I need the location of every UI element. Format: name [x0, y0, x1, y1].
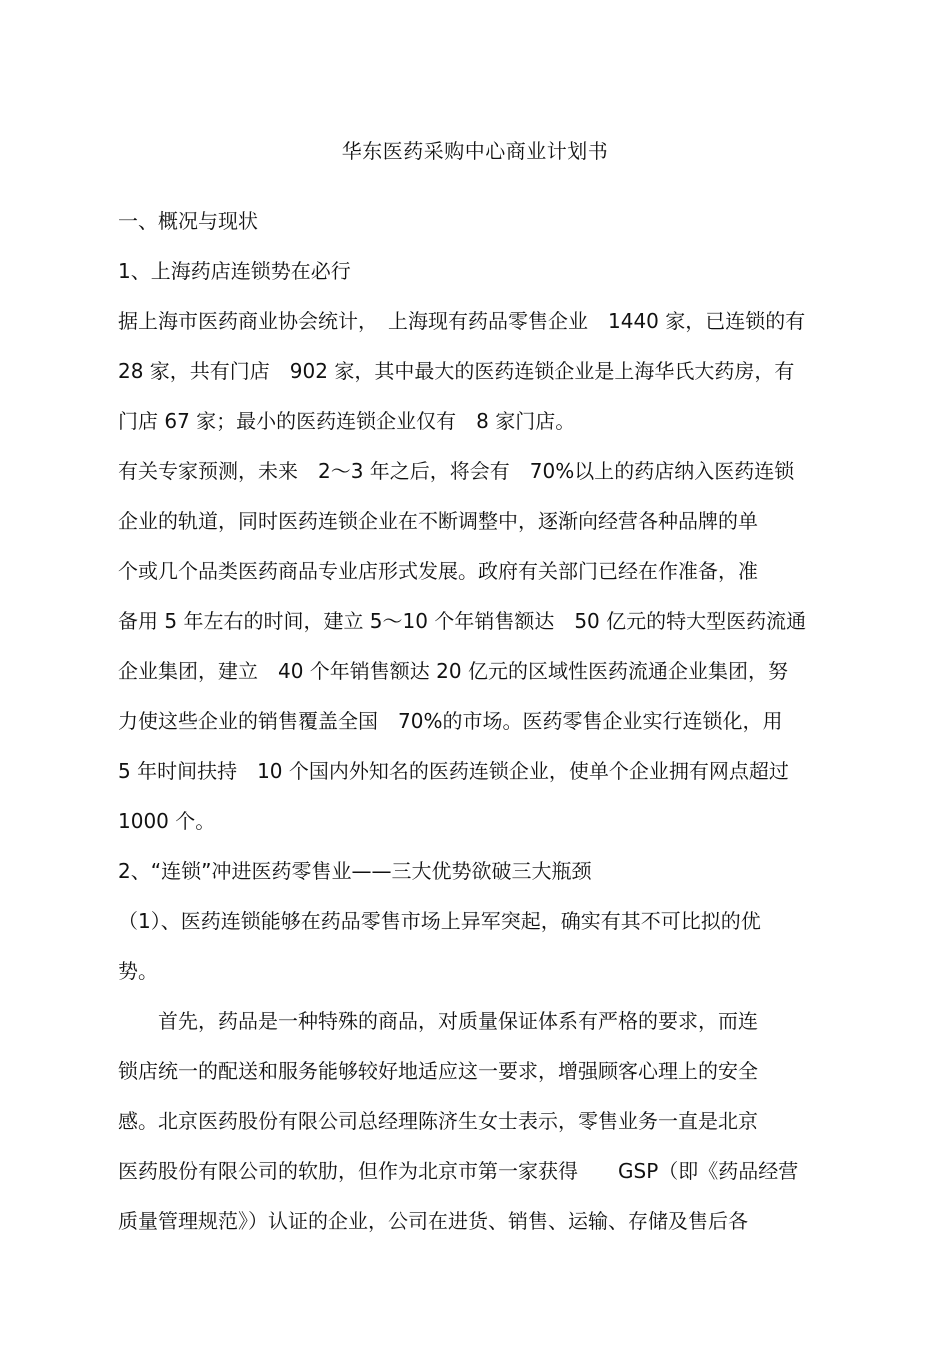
paragraph-line: 首先，药品是一种特殊的商品，对质量保证体系有严格的要求，而连	[118, 1009, 758, 1033]
paragraph-line: 质量管理规范》）认证的企业，公司在进货、销售、运输、存储及售后各	[118, 1209, 748, 1233]
paragraph-line: 5 年时间扶持 10 个国内外知名的医药连锁企业，使单个企业拥有网点超过	[118, 759, 789, 783]
section-heading-overview: 一、概况与现状	[118, 209, 258, 233]
paragraph-line: 企业集团，建立 40 个年销售额达 20 亿元的区域性医药流通企业集团，努	[118, 659, 788, 683]
paragraph-line: 感。北京医药股份有限公司总经理陈济生女士表示，零售业务一直是北京	[118, 1109, 758, 1133]
subsection-heading-chain-advantages: 2、“连锁”冲进医药零售业——三大优势欲破三大瓶颈	[118, 859, 592, 883]
paragraph-line: 备用 5 年左右的时间，建立 5～10 个年销售额达 50 亿元的特大型医药流通	[118, 609, 807, 633]
paragraph-line: 门店 67 家；最小的医药连锁企业仅有 8 家门店。	[118, 409, 576, 433]
paragraph-line: 1000 个。	[118, 809, 216, 833]
paragraph-line: 势。	[118, 959, 158, 983]
paragraph-line: 医药股份有限公司的软肋，但作为北京市第一家获得 GSP（即《药品经营	[118, 1159, 799, 1183]
paragraph-line: 有关专家预测，未来 2～3 年之后，将会有 70%以上的药店纳入医药连锁	[118, 459, 795, 483]
document-title: 华东医药采购中心商业计划书	[341, 139, 609, 163]
paragraph-line: 力使这些企业的销售覆盖全国 70%的市场。医药零售企业实行连锁化，用	[118, 709, 783, 733]
paragraph-line: （1）、医药连锁能够在药品零售市场上异军突起，确实有其不可比拟的优	[118, 909, 761, 933]
paragraph-line: 28 家，共有门店 902 家，其中最大的医药连锁企业是上海华氏大药房，有	[118, 359, 795, 383]
paragraph-line: 个或几个品类医药商品专业店形式发展。政府有关部门已经在作准备，准	[118, 559, 758, 583]
subsection-heading-shanghai-chain: 1、上海药店连锁势在必行	[118, 259, 351, 283]
paragraph-line: 据上海市医药商业协会统计， 上海现有药品零售企业 1440 家，已连锁的有	[118, 309, 806, 333]
paragraph-line: 锁店统一的配送和服务能够较好地适应这一要求，增强顾客心理上的安全	[118, 1059, 758, 1083]
paragraph-line: 企业的轨道，同时医药连锁企业在不断调整中，逐渐向经营各种品牌的单	[118, 509, 758, 533]
